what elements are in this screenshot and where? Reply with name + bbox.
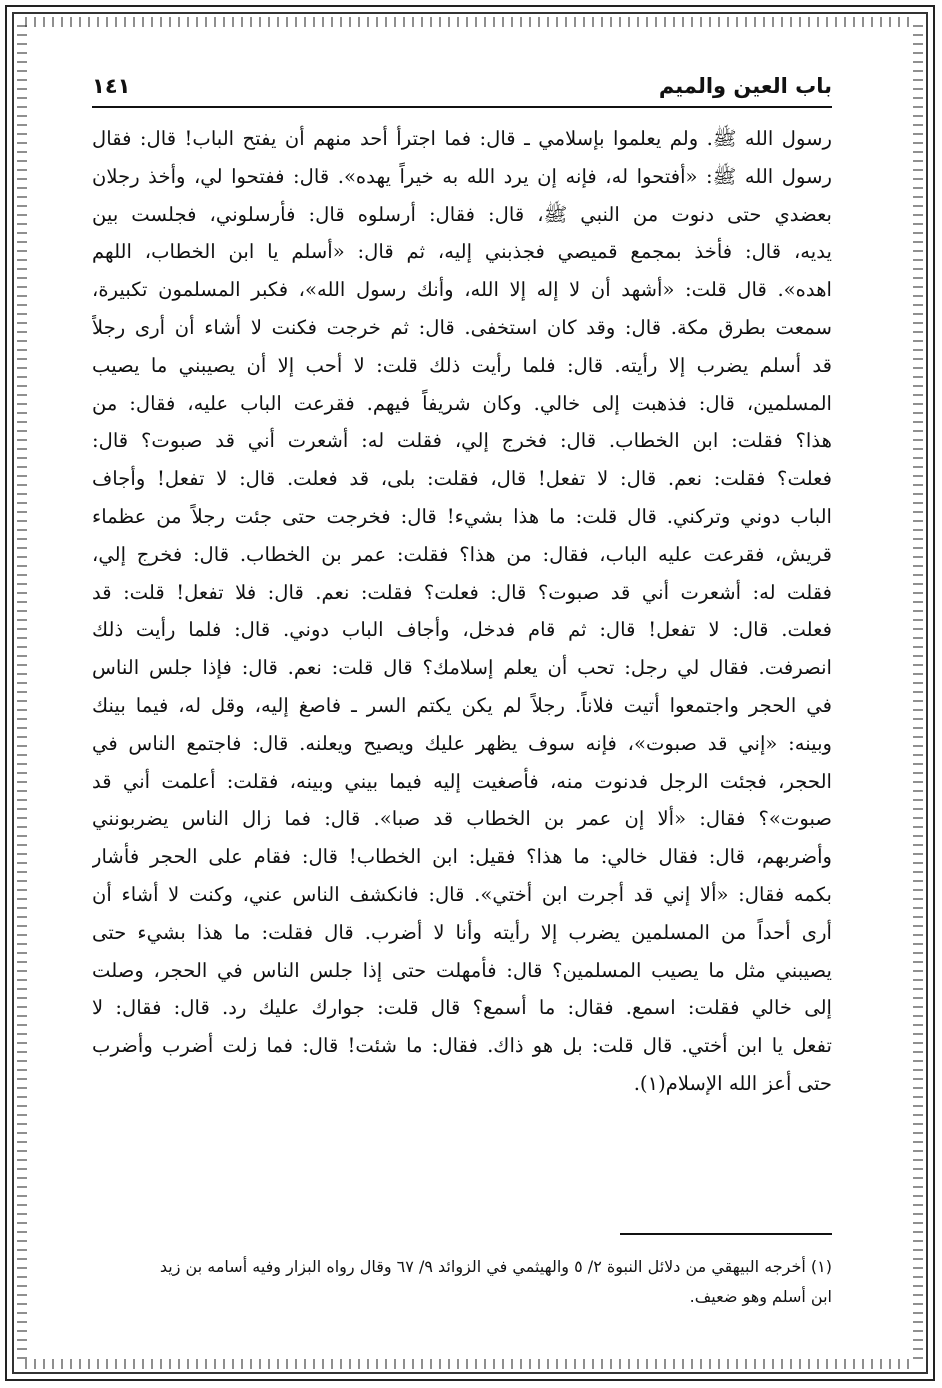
border-pattern-top [25,17,915,27]
page-number: ١٤١ [92,74,131,98]
main-text [92,120,832,1103]
text-line: بعضدي حتى دنوت من النبي ﷺ، قال: فقال: أرسلوه قال: فأرسلوني، فجلست بين [92,202,832,226]
text-line: في الحجر واجتمعوا أتيت فلاناً. رجلاً لم يكن يكتم السر ـ فاصغ إليه، وقل له، فيما بينك [92,693,832,717]
text-line: اهده». قال قلت: «أشهد أن لا إله إلا الله، وأنك رسول الله»، فكبر المسلمون تكبيرة، [92,278,832,302]
chapter-title: باب العين والميم [658,74,832,98]
text-line: إلى خالي فقلت: اسمع. فقال: ما أسمع؟ قال قلت: جوارك عليك رد. قال: فقال: لا [92,996,832,1020]
text-line: فعلت. قال: لا تفعل! قال: ثم قام فدخل، وأجاف الباب دوني. قال: فلما رأيت ذلك [92,618,832,642]
text-line: انصرفت. فقال لي رجل: تحب أن يعلم إسلامك؟ قال قلت: نعم. قال: فإذا جلس الناس [92,656,832,680]
text-line: سمعت بطرق مكة. قال: وقد كان استخفى. قال: ثم خرجت فكنت لا أشاء أن أرى رجلاً [92,315,832,339]
text-line: وبينه: «إني قد صبوت»، فإنه سوف يظهر عليك ويصيح ويعلنه. قال: فاجتمع الناس في [92,731,832,755]
text-line: رسول الله ﷺ. ولم يعلموا بإسلامي ـ قال: فما اجترأ أحد منهم أن يفتح الباب! قال: فقال [92,127,832,150]
text-line: يديه، قال: فأخذ بمجمع قميصي فجذبني إليه، ثم قال: «أسلم يا ابن الخطاب، اللهم [92,240,832,264]
text-line: حتى أعز الله الإسلام(١). [633,1071,832,1095]
text-line: بكمه فقال: «ألا إني قد أجرت ابن أختي». قال: فانكشف الناس عني، وكنت لا أشاء أن [92,882,832,906]
footnote-line: ابن أسلم وهو ضعيف. [689,1287,832,1306]
page-header [92,74,832,108]
border-pattern-right [913,25,923,1361]
text-line: قد أسلم يضرب إلا رأيته. قال: فلما رأيت ذلك قلت: لا أحب إلا أن يصيبني ما يصيب [92,353,832,377]
text-line: هذا؟ فقلت: ابن الخطاب. قال: فخرج إلي، فقلت له: أشعرت أني قد صبوت؟ قال: [92,429,832,453]
text-line: قريش، فقرعت عليه الباب، فقال: من هذا؟ فقلت: عمر بن الخطاب. قال: فخرج إلي، [92,542,832,566]
footnotes [92,1252,832,1312]
text-line: الباب دوني وتركني. قال قلت: ما هذا بشيء! قال: فخرجت حتى جئت رجلاً من عظماء [92,504,832,528]
text-line: فقلت له: أشعرت أني قد صبوت؟ قال: فعلت؟ فقلت: نعم. قال: فلا تفعل! قلت: قد [92,580,832,604]
text-line: الحجر، فجئت الرجل فدنوت منه، فأصغيت إليه فيما بيني وبينه، فقلت: أعلمت أني قد [92,769,832,793]
footnote-line: (١) أخرجه البيهقي من دلائل النبوة ٢/ ٥ والهيثمي في الزوائد ٩/ ٦٧ وقال رواه البزار وفيه أسامه بن زيد [159,1257,832,1276]
text-line: تفعل يا ابن أختي. قال قلت: بل هو ذاك. فقال: ما شئت! قال: فما زلت أضرب وأضرب [92,1034,832,1058]
border-pattern-left [17,25,27,1361]
text-line: صبوت»؟ فقال: «ألا إن عمر بن الخطاب قد صبا». قال: فما زال الناس يضربونني [92,807,832,831]
text-line: فعلت؟ فقلت: نعم. قال: لا تفعل! قال، فقلت: بلى، قد فعلت. قال: لا تفعل! وأجاف [92,467,832,491]
border-pattern-bottom [25,1359,915,1369]
text-line: رسول الله ﷺ: «أفتحوا له، فإنه إن يرد الله به خيراً يهده». قال: ففتحوا لي، وأخذ رجلان [92,164,832,188]
text-line: يصيبني مثل ما يصيب المسلمين؟ قال: فأمهلت حتى إذا جلس الناس في الحجر، وصلت [92,958,832,982]
text-line: وأضربهم، قال: فقال خالي: ما هذا؟ فقيل: ابن الخطاب! قال: فقام على الحجر فأشار [92,845,832,869]
footnote-divider [620,1233,832,1235]
text-line: المسلمين، قال: فذهبت إلى خالي. وكان شريفاً فيهم. فقرعت الباب عليه، فقال: من [92,391,832,415]
text-line: أرى أحداً من المسلمين يضرب إلا رأيته وأنا لا أضرب. قال فقلت: ما هذا بشيء حتى [92,920,832,944]
